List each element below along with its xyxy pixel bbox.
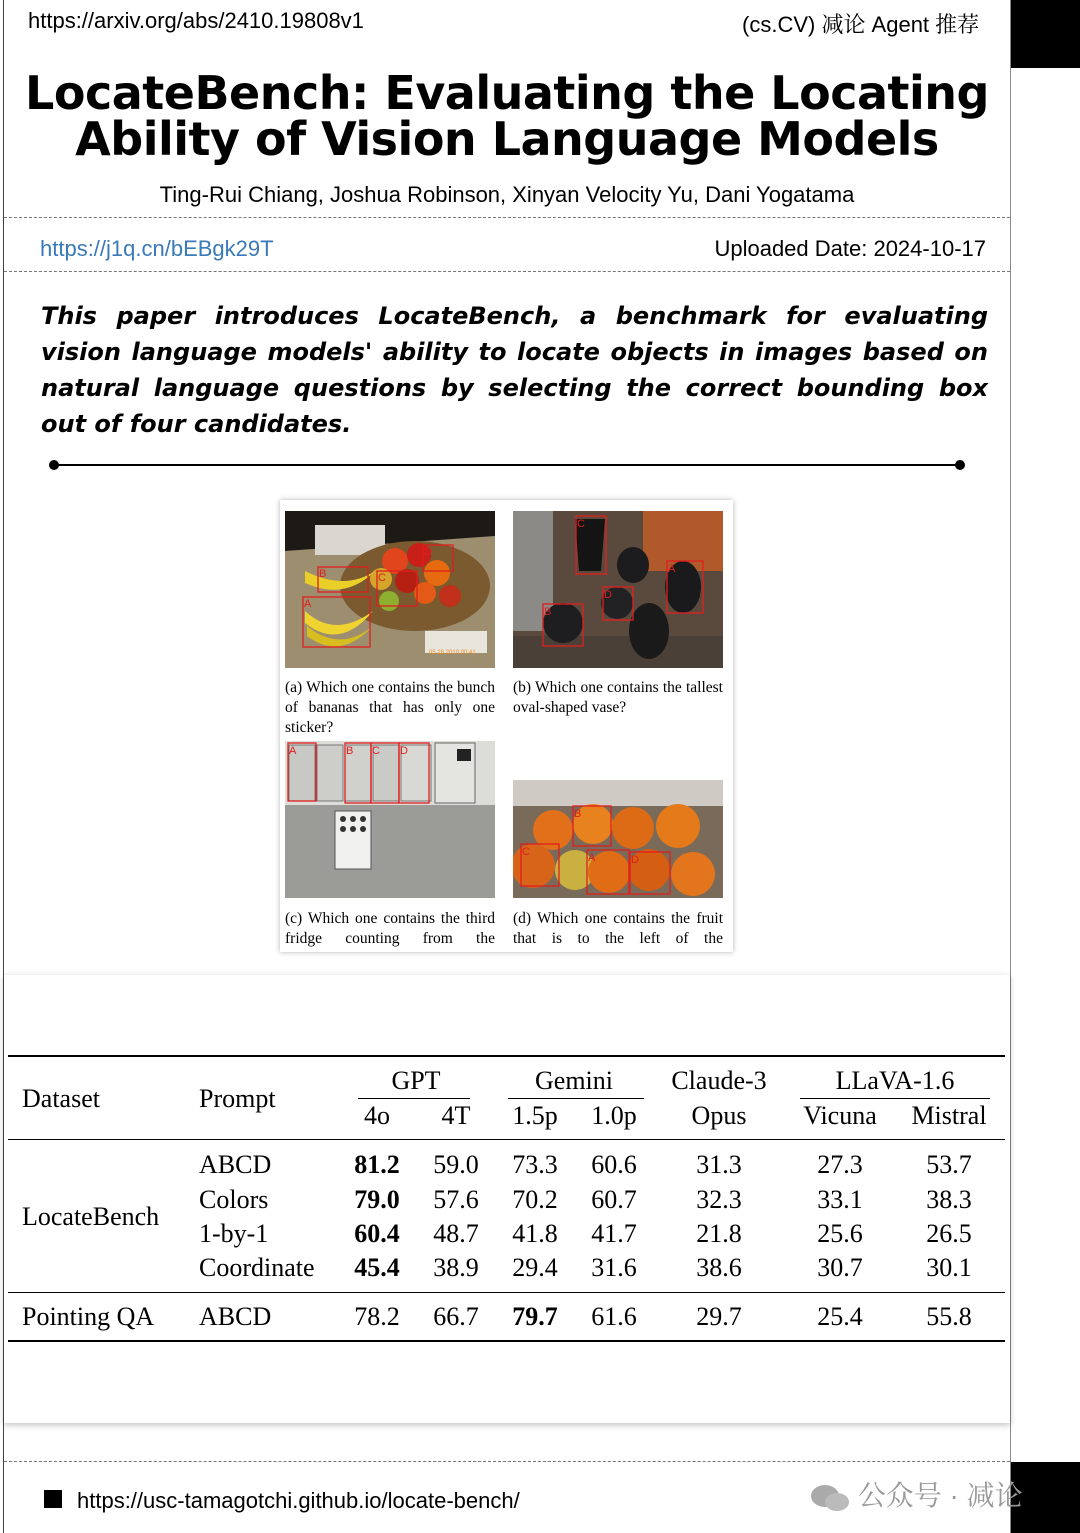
box-label: B <box>544 606 552 618</box>
title-line-2: Ability of Vision Language Models <box>75 112 939 166</box>
frame-right-border <box>1010 0 1011 1533</box>
locatebench-row-cell: 25.6 <box>817 1219 863 1248</box>
panel-c-fridges <box>285 741 495 898</box>
head-prompt: Prompt <box>199 1084 276 1113</box>
locatebench-row-cell: 41.7 <box>591 1219 637 1248</box>
bananas-photo <box>285 511 495 668</box>
box-label: A <box>588 852 596 864</box>
figure-card <box>280 500 733 952</box>
divider-dot-right <box>955 460 965 470</box>
box-label: C <box>522 846 530 858</box>
model-1-5p: 1.5p <box>512 1101 558 1130</box>
locatebench-row-cell: 48.7 <box>433 1219 479 1248</box>
box-label: B <box>574 808 582 820</box>
locatebench-row-cell: 57.6 <box>433 1185 479 1214</box>
row-group-pointing-qa: Pointing QA <box>22 1302 155 1331</box>
pointing-qa-row-cell: 29.7 <box>696 1302 742 1331</box>
panel-d-oranges <box>513 780 723 898</box>
box-label: A <box>668 563 676 575</box>
locatebench-row-prompt: ABCD <box>199 1150 272 1179</box>
panel-a-bananas <box>285 511 495 668</box>
locatebench-row-cell: 38.6 <box>696 1253 742 1282</box>
model-vicuna: Vicuna <box>803 1101 877 1130</box>
pointing-qa-row-cell: 79.7 <box>512 1302 558 1331</box>
pointing-qa-row-cell: 78.2 <box>354 1302 400 1331</box>
upload-date: Uploaded Date: 2024-10-17 <box>714 236 986 261</box>
box-label: D <box>604 589 612 601</box>
box-label: C <box>378 572 386 584</box>
locatebench-row-cell: 59.0 <box>433 1150 479 1179</box>
model-4t: 4T <box>441 1101 471 1130</box>
separator-top <box>4 217 1010 218</box>
box-label: B <box>346 745 354 757</box>
locatebench-row-cell: 30.1 <box>926 1253 972 1282</box>
divider-line <box>54 464 960 466</box>
locatebench-row-prompt: Colors <box>199 1185 269 1214</box>
model-opus: Opus <box>691 1101 747 1130</box>
wechat-watermark <box>810 1474 1023 1514</box>
locatebench-row-cell: 29.4 <box>512 1253 558 1282</box>
table-mid-rule <box>8 1292 1005 1293</box>
wechat-icon <box>810 1483 850 1513</box>
locatebench-row-cell: 79.0 <box>354 1185 400 1214</box>
pointing-qa-row-cell: 61.6 <box>591 1302 637 1331</box>
locatebench-row-cell: 60.7 <box>591 1185 637 1214</box>
group-claude: Claude-3 <box>671 1066 767 1095</box>
summary-text: This paper introduces LocateBench, a benchmark for evaluating vision language models' ability to locate objects in images based on natural language questions by selecting the correct bounding box out of four candidates. <box>41 302 988 438</box>
oranges-photo <box>513 780 723 898</box>
locatebench-row-cell: 45.4 <box>354 1253 400 1282</box>
table-top-rule <box>8 1055 1005 1057</box>
table-bottom-rule <box>8 1340 1005 1342</box>
head-dataset: Dataset <box>22 1084 100 1113</box>
locatebench-row-cell: 21.8 <box>696 1219 742 1248</box>
locatebench-row-cell: 31.6 <box>591 1253 637 1282</box>
box-label: B <box>319 568 327 580</box>
locatebench-row-cell: 53.7 <box>926 1150 972 1179</box>
locatebench-row-cell: 30.7 <box>817 1253 863 1282</box>
locatebench-row-cell: 38.3 <box>926 1185 972 1214</box>
category-label: (cs.CV) 减论 Agent 推荐 <box>742 12 980 37</box>
corner-block-top <box>1011 0 1080 68</box>
pointing-qa-row-prompt: ABCD <box>199 1302 272 1331</box>
box-label: D <box>400 745 408 757</box>
paper-title <box>4 66 1010 166</box>
locatebench-row-cell: 31.3 <box>696 1150 742 1179</box>
box-label: A <box>289 745 297 757</box>
locatebench-row-prompt: Coordinate <box>199 1253 315 1282</box>
locatebench-row-cell: 32.3 <box>696 1185 742 1214</box>
separator-bottom <box>4 271 1010 272</box>
group-llava: LLaVA-1.6 <box>835 1066 955 1095</box>
vases-photo <box>513 511 723 668</box>
group-gemini: Gemini <box>535 1066 613 1095</box>
box-label: C <box>577 518 585 530</box>
panel-b-vases <box>513 511 723 668</box>
box-label: A <box>304 598 312 610</box>
locatebench-row-cell: 38.9 <box>433 1253 479 1282</box>
box-label: C <box>372 745 380 757</box>
footer-square-icon <box>44 1490 62 1508</box>
model-4o: 4o <box>364 1101 390 1130</box>
caption-d: (d) Which one contains the fruit that is to the left of the <box>513 910 723 947</box>
model-1-0p: 1.0p <box>591 1101 637 1130</box>
photo-timestamp: 05.28.2010 00:41 <box>429 650 476 656</box>
box-label: D <box>631 854 639 866</box>
project-url[interactable]: https://usc-tamagotchi.github.io/locate-bench/ <box>77 1488 520 1513</box>
arxiv-url[interactable]: https://arxiv.org/abs/2410.19808v1 <box>28 8 364 33</box>
locatebench-row-prompt: 1-by-1 <box>199 1219 269 1248</box>
group-gpt: GPT <box>391 1066 441 1095</box>
locatebench-row-cell: 73.3 <box>512 1150 558 1179</box>
table-header-rule <box>8 1139 1005 1140</box>
fridges-photo <box>285 741 495 898</box>
pointing-qa-row-cell: 55.8 <box>926 1302 972 1331</box>
model-mistral: Mistral <box>911 1101 987 1130</box>
footer-separator <box>4 1461 1010 1462</box>
locatebench-row-cell: 26.5 <box>926 1219 972 1248</box>
pointing-qa-row-cell: 25.4 <box>817 1302 863 1331</box>
watermark-text: 公众号 · 减论 <box>857 1480 1023 1511</box>
locatebench-row-cell: 33.1 <box>817 1185 863 1214</box>
caption-c: (c) Which one contains the third fridge counting from the <box>285 910 495 947</box>
pointing-qa-row-cell: 66.7 <box>433 1302 479 1331</box>
row-group-locatebench: LocateBench <box>22 1202 160 1231</box>
caption-b: (b) Which one contains the tallest oval-shaped vase? <box>513 679 723 716</box>
locatebench-row-cell: 60.6 <box>591 1150 637 1179</box>
locatebench-row-cell: 81.2 <box>354 1150 400 1179</box>
caption-a: (a) Which one contains the bunch of bananas that has only one sticker? <box>285 679 495 736</box>
locatebench-row-cell: 41.8 <box>512 1219 558 1248</box>
box-label: D <box>424 546 432 558</box>
title-line-1: LocateBench: Evaluating the Locating <box>25 66 989 120</box>
locatebench-row-cell: 70.2 <box>512 1185 558 1214</box>
locatebench-row-cell: 27.3 <box>817 1150 863 1179</box>
authors: Ting-Rui Chiang, Joshua Robinson, Xinyan Velocity Yu, Dani Yogatama <box>159 182 855 207</box>
short-link[interactable]: https://j1q.cn/bEBgk29T <box>40 236 274 261</box>
locatebench-row-cell: 60.4 <box>354 1219 400 1248</box>
